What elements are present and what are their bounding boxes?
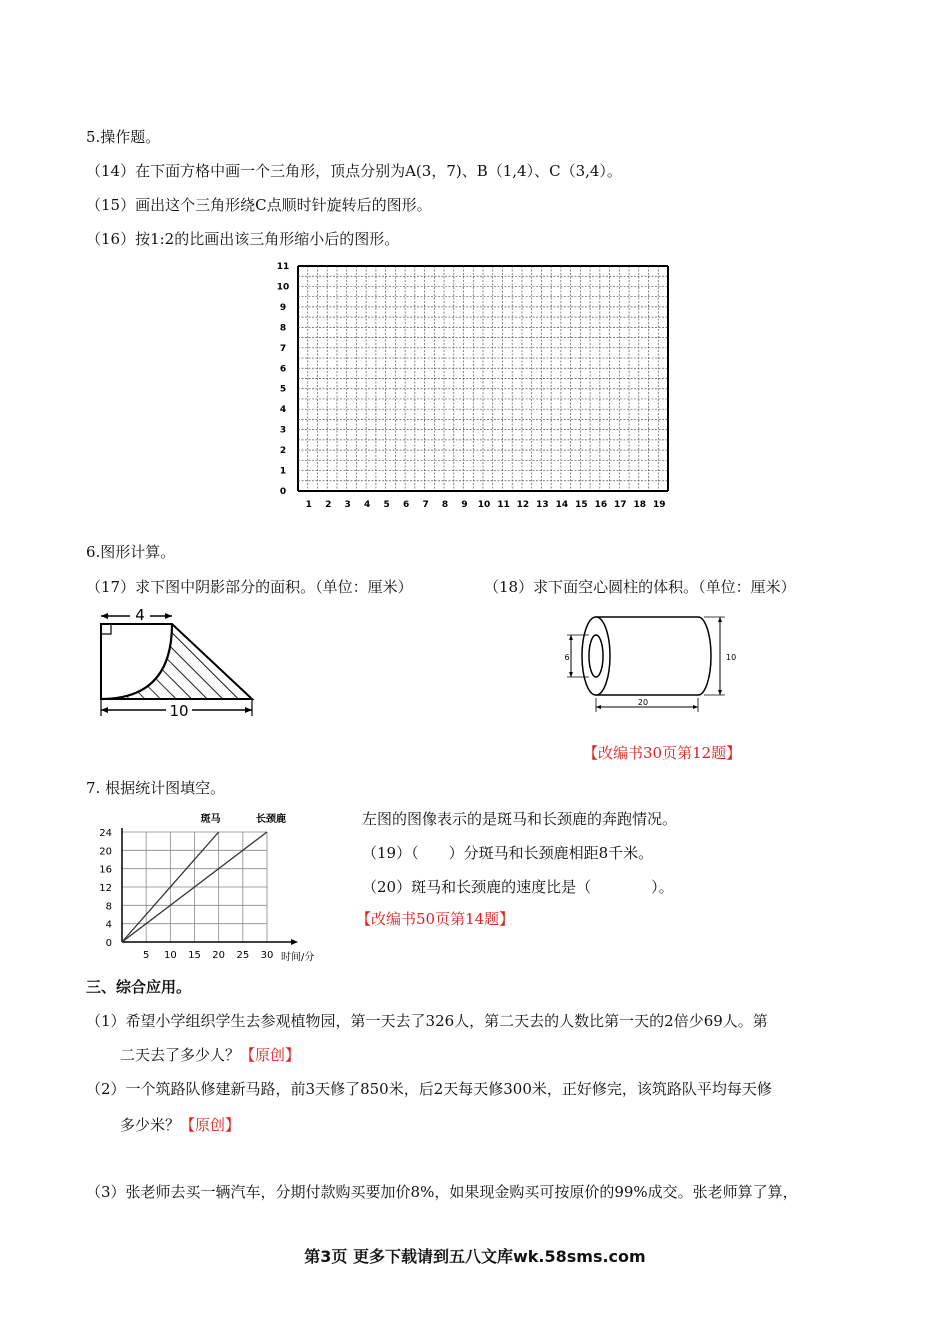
grid-x-tick-label: 6 — [402, 500, 410, 510]
chart-y-tick-label: 20 — [99, 846, 112, 858]
problem-1-line1: （1）希望小学组织学生去参观植物园，第一天去了326人，第二天去的人数比第一天的2倍少69人。第 — [86, 1012, 768, 1030]
grid-x-tick-label: 16 — [594, 500, 608, 510]
chart-x-tick-label: 25 — [236, 950, 250, 961]
chart-y-tick-label: 16 — [99, 864, 112, 876]
grid-x-tick-label: 3 — [344, 500, 351, 510]
grid-x-tick-label: 17 — [614, 500, 627, 510]
arrow-head — [101, 707, 108, 713]
problem-2-line2-wrap — [120, 1114, 240, 1135]
grid-y-labels — [277, 262, 290, 497]
grid-y-tick-label: 1 — [279, 466, 287, 477]
grid-x-tick-label: 1 — [305, 500, 312, 510]
inner-diameter-label: 6 — [564, 653, 570, 662]
grid-y-tick-label: 2 — [279, 446, 287, 457]
question-18: （18）求下面空心圆柱的体积。（单位：厘米） — [484, 578, 796, 596]
right-angle-marker — [101, 624, 111, 634]
grid-x-tick-label: 11 — [497, 500, 510, 510]
grid-x-tick-label: 8 — [441, 500, 449, 510]
top-dimension-label: 4 — [135, 606, 145, 624]
problem-3-line1: （3）张老师去买一辆汽车，分期付款购买要加价8%，如果现金购买可按原价的99%成交。张老师算了算， — [86, 1183, 798, 1201]
grid-x-tick-label: 18 — [633, 500, 647, 510]
grid-x-tick-label: 12 — [516, 500, 530, 510]
chart-x-tick-label: 20 — [212, 950, 226, 961]
arrow-head — [101, 613, 108, 619]
x-axis-arrow — [291, 939, 298, 945]
grid-y-tick-label: 11 — [276, 262, 290, 272]
source-note-50: 【改编书50页第14题】 — [356, 910, 515, 928]
grid-y-tick-label: 9 — [279, 302, 287, 313]
grid-y-tick-label: 6 — [279, 364, 287, 375]
question-16: （16）按1:2的比画出该三角形缩小后的图形。 — [86, 230, 400, 248]
chart-series-label: 长颈鹿 — [256, 814, 286, 825]
grid-x-tick-label: 15 — [575, 500, 588, 510]
chart-tick-labels — [99, 828, 273, 961]
length-label: 20 — [637, 698, 649, 707]
chart-x-tick-label: 30 — [260, 950, 274, 961]
section7-title: 7. 根据统计图填空。 — [86, 779, 226, 797]
grid-y-tick-label: 3 — [279, 425, 287, 436]
grid-y-tick-label: 7 — [279, 343, 287, 354]
question-15: （15）画出这个三角形绕C点顺时针旋转后的图形。 — [86, 196, 432, 214]
shaded-area-figure — [96, 604, 266, 720]
bottom-dimension-label: 10 — [169, 702, 189, 720]
question-19: （19）（ ）分斑马和长颈鹿相距8千米。 — [362, 844, 654, 862]
cylinder-hole — [589, 635, 603, 677]
grid-x-tick-label: 2 — [325, 500, 332, 510]
problem-1-line2-wrap — [120, 1044, 300, 1065]
grid-y-tick-label: 5 — [279, 384, 287, 395]
grid-x-tick-label: 13 — [536, 500, 549, 510]
grid-y-tick-label: 0 — [279, 487, 287, 497]
page-footer: 第3页 更多下载请到五八文库wk.58sms.com — [304, 1247, 646, 1266]
chart-y-tick-label: 24 — [99, 828, 112, 839]
chart-y-tick-label: 8 — [105, 901, 112, 913]
grid-x-tick-label: 7 — [422, 500, 429, 510]
coordinate-grid — [270, 256, 680, 512]
problem-2-line2: 多少米？ — [120, 1116, 181, 1134]
grid-y-tick-label: 4 — [279, 405, 287, 416]
chart-y-tick-label: 4 — [105, 919, 112, 931]
chart-x-tick-label: 15 — [188, 950, 201, 961]
section3-title: 三、综合应用。 — [86, 978, 192, 996]
chart-x-tick-label: 10 — [163, 950, 177, 961]
grid-x-labels — [306, 500, 666, 510]
question-17: （17）求下图中阴影部分的面积。（单位：厘米） — [86, 578, 413, 596]
chart-axes — [122, 828, 298, 945]
arrow-head — [165, 613, 172, 619]
chart-y-tick-label: 12 — [99, 883, 112, 894]
chart-series — [122, 812, 286, 942]
original-note: 【原创】 — [180, 1116, 241, 1134]
arrow-head — [245, 707, 252, 713]
speed-line-chart — [96, 808, 342, 966]
hollow-cylinder-figure — [558, 614, 744, 716]
grid-lines — [298, 266, 668, 491]
grid-x-tick-label: 10 — [477, 500, 491, 510]
grid-y-tick-label: 10 — [276, 282, 290, 293]
question-20: （20）斑马和长颈鹿的速度比是（ ）。 — [362, 878, 674, 896]
grid-x-tick-label: 5 — [383, 500, 390, 510]
cylinder-back-edge — [698, 617, 711, 695]
chart-x-axis-label: 时间/分 — [281, 952, 315, 963]
original-note: 【原创】 — [240, 1046, 301, 1064]
grid-y-tick-label: 8 — [279, 323, 287, 334]
chart-x-tick-label: 5 — [142, 950, 150, 961]
outer-diameter-label: 10 — [726, 653, 737, 662]
section5-title: 5.操作题。 — [86, 128, 161, 146]
chart-series-label: 斑马 — [200, 814, 221, 825]
problem-1-line2: 二天去了多少人？ — [120, 1046, 241, 1064]
grid-x-tick-label: 19 — [652, 500, 666, 510]
chart-y-tick-label: 0 — [105, 938, 112, 949]
section6-title: 6.图形计算。 — [86, 543, 176, 561]
grid-x-tick-label: 4 — [364, 500, 371, 510]
grid-x-tick-label: 9 — [461, 500, 468, 510]
question-14: （14）在下面方格中画一个三角形，顶点分别为A(3，7)、B（1,4）、C（3,4）。 — [86, 162, 622, 180]
source-note-30: 【改编书30页第12题】 — [583, 744, 742, 762]
grid-x-tick-label: 14 — [555, 500, 569, 510]
section7-description: 左图的图像表示的是斑马和长颈鹿的奔跑情况。 — [362, 810, 678, 828]
problem-2-line1: （2）一个筑路队修建新马路，前3天修了850米，后2天每天修300米，正好修完，该筑路队平均每天修 — [86, 1080, 772, 1098]
